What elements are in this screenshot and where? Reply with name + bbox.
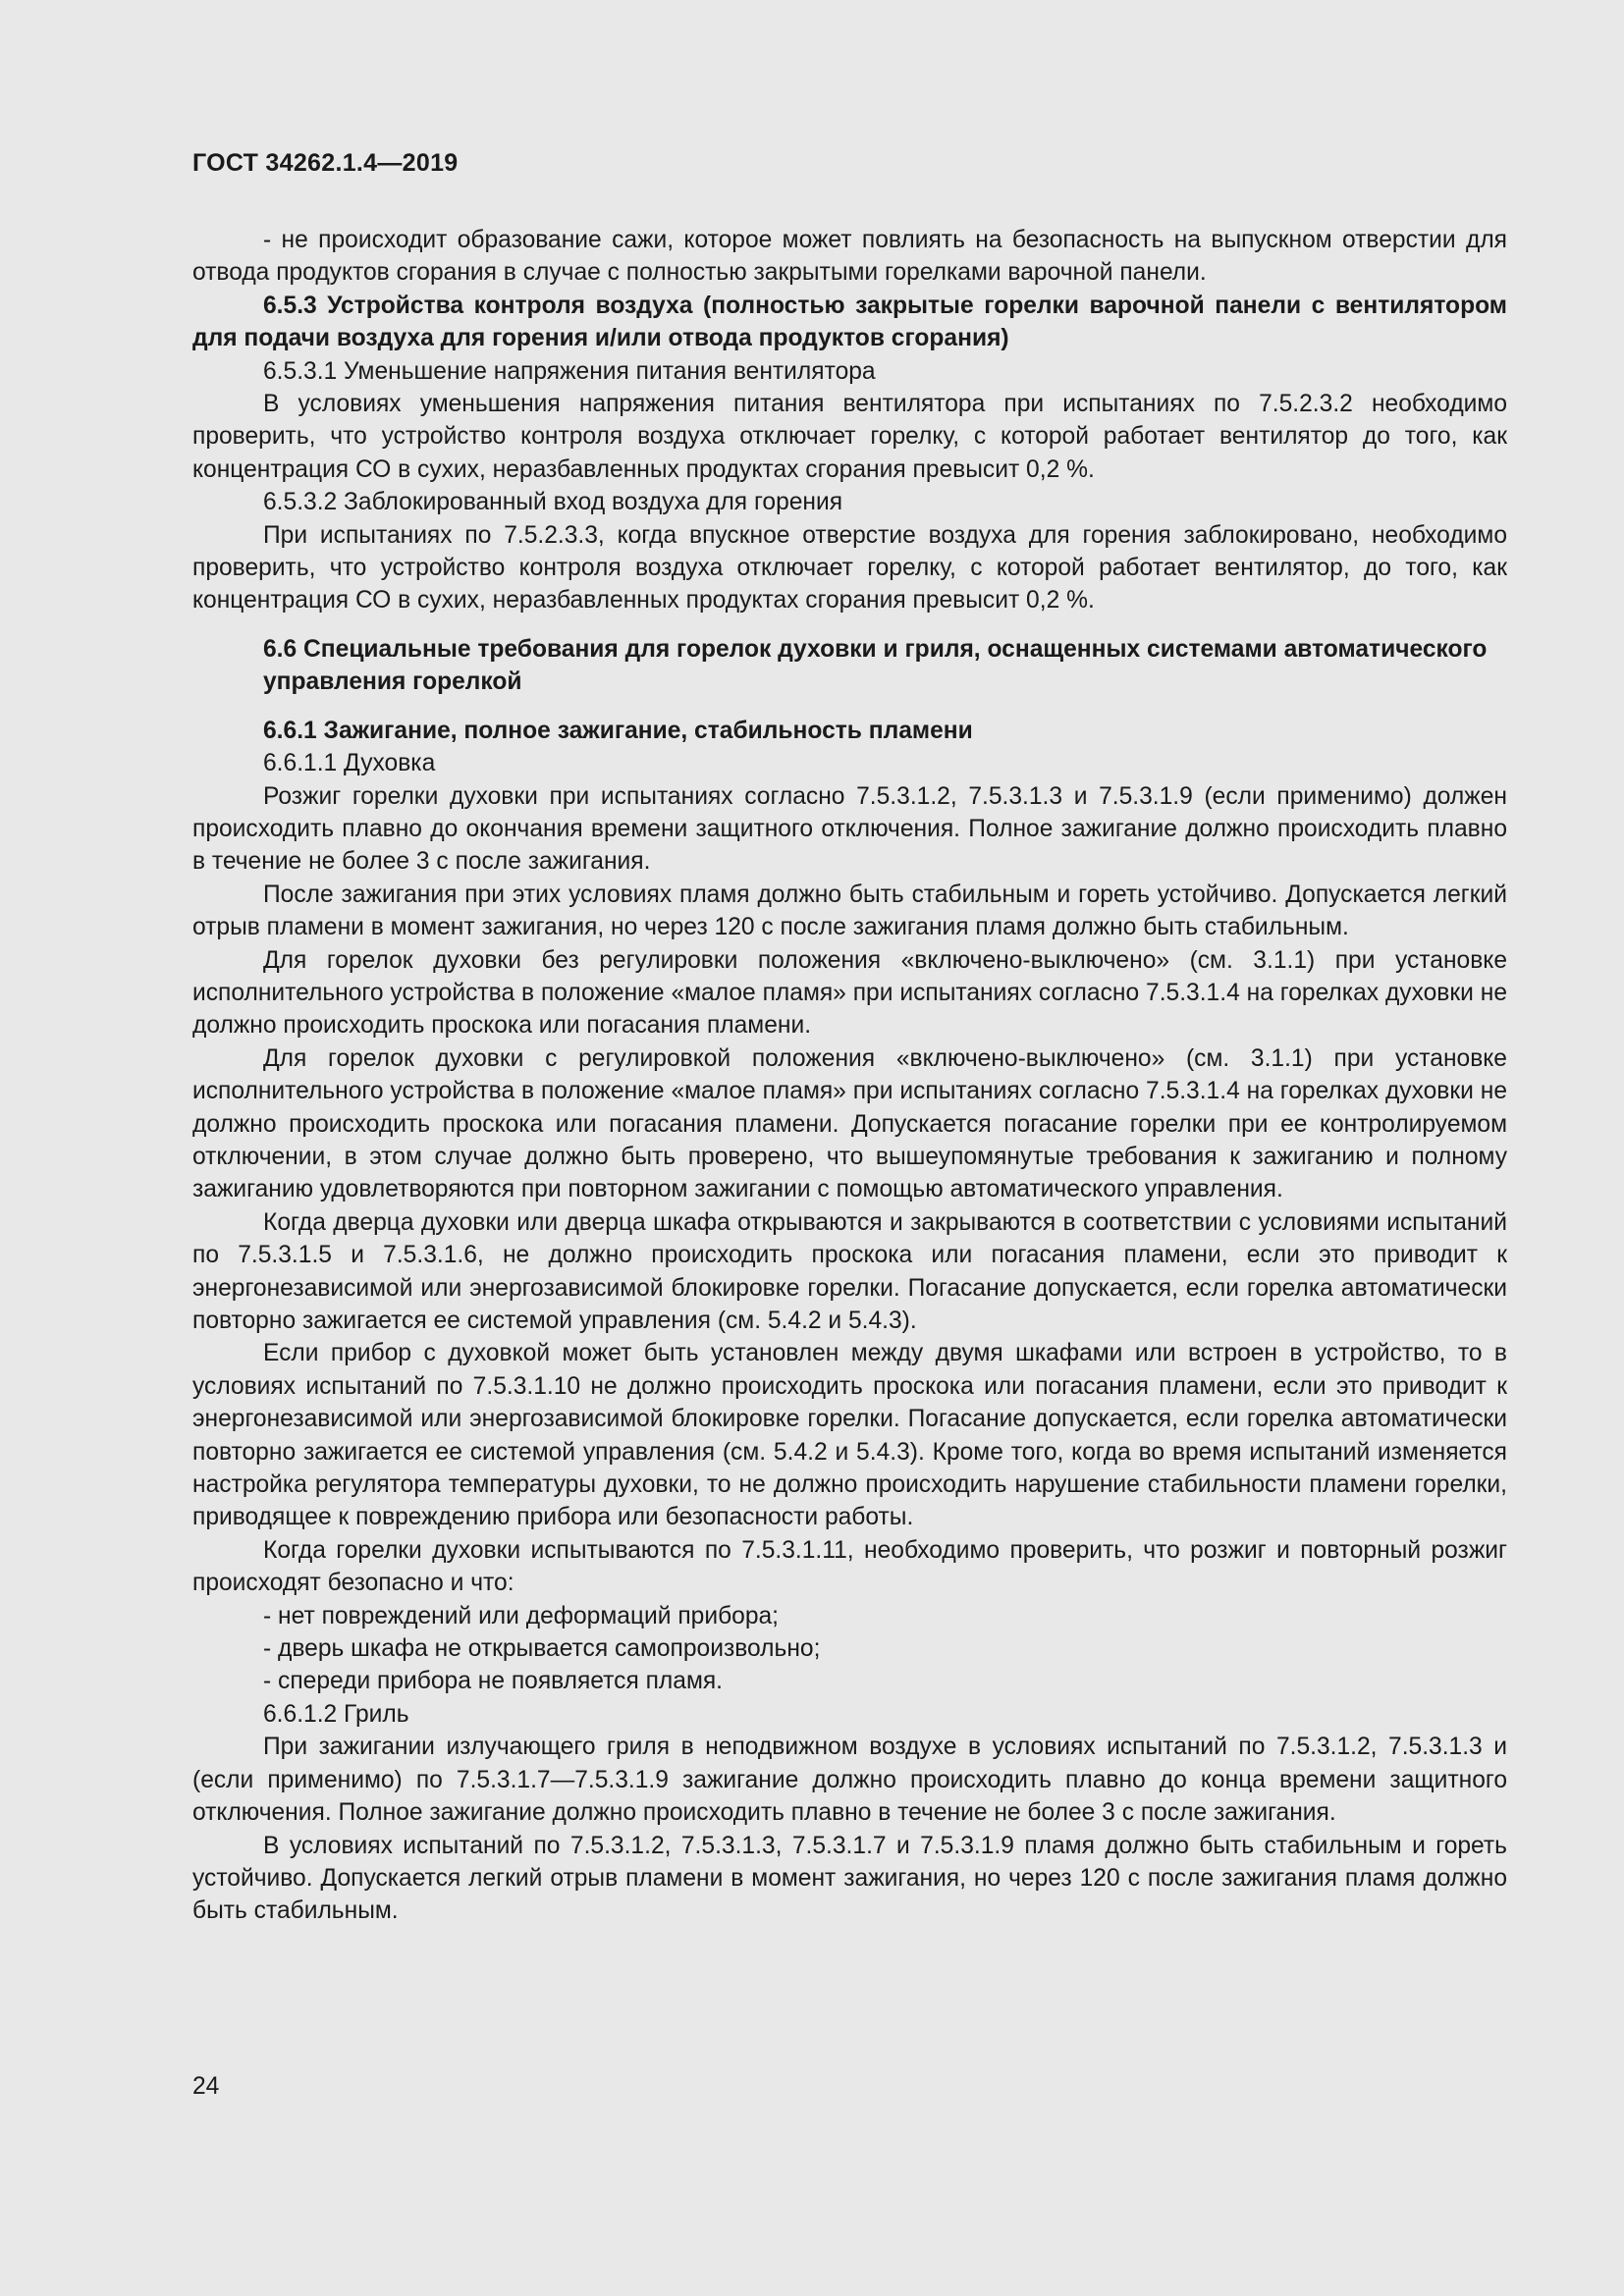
subsection-heading-6-5-3-2: 6.5.3.2 Заблокированный вход воздуха для горения — [263, 489, 843, 516]
list-item-door-closed: - дверь шкафа не открывается самопроизвольно; — [263, 1635, 821, 1663]
paragraph-blocked-air-inlet: При испытаниях по 7.5.2.3.3, когда впускное отверстие воздуха для горения заблокировано, необходимо проверить, что устройство контроля воздуха отключает горелку, с которой работает вентилятор, до того, как концентрация СО в сухих, неразбавленных продуктах сгорания превысит 0,2 %. — [192, 521, 1507, 614]
section-heading-6-6-1: 6.6.1 Зажигание, полное зажигание, стабильность пламени — [263, 717, 973, 744]
subsection-heading-6-6-1-2: 6.6.1.2 Гриль — [263, 1700, 409, 1728]
paragraph-fan-voltage: В условиях уменьшения напряжения питания вентилятора при испытаниях по 7.5.2.3.2 необходимо проверить, что устройство контроля воздуха отключает горелку, с которой работает вентилятор до того, как концентрация СО в сухих, неразбавленных продуктах сгорания превысит 0,2 %. — [192, 391, 1507, 483]
section-heading-6-5-3: 6.5.3 Устройства контроля воздуха (полностью закрытые горелки варочной панели с вентилятором для подачи воздуха для горения и/или отвода продуктов сгорания) — [192, 292, 1507, 352]
subsection-heading-6-6-1-1: 6.6.1.1 Духовка — [263, 750, 436, 777]
paragraph-flame-stability: После зажигания при этих условиях пламя должно быть стабильным и гореть устойчиво. Допускается легкий отрыв пламени в момент зажигания, но через 120 с после зажигания пламя должно быть стабильным. — [192, 881, 1507, 941]
paragraph-burners-with-onoff: Для горелок духовки с регулировкой положения «включено-выключено» (см. 3.1.1) при установке исполнительного устройства в положение «малое пламя» при испытаниях согласно 7.5.3.1.4 на горелках духовки не должно происходить проскока или погасания пламени. Допускается погасание горелки при ее контролируемом отключении, в этом случае должно быть проверено, что вышеупомянутые требования к зажиганию и полному зажиганию удовлетворяются при повторном зажигании с помощью автоматического управления. — [192, 1044, 1507, 1203]
paragraph-built-in-appliance: Если прибор с духовкой может быть установлен между двумя шкафами или встроен в устройство, то в условиях испытаний по 7.5.3.1.10 не должно происходить проскока или погасания пламени, если это приводит к энергонезависимой или энергозависимой блокировке горелки. Погасание допускается, если горелка автоматически повторно зажигается ее системой управления (см. 5.4.2 и 5.4.3). Кроме того, когда во время испытаний изменяется настройка регулятора температуры духовки, то не должно происходить нарушение стабильности пламени горелки, приводящее к повреждению прибора или безопасности работы. — [192, 1340, 1507, 1531]
list-item-no-flame-front: - спереди прибора не появляется пламя. — [263, 1668, 724, 1695]
paragraph-grill-stability: В условиях испытаний по 7.5.3.1.2, 7.5.3.1.3, 7.5.3.1.7 и 7.5.3.1.9 пламя должно быть стабильным и гореть устойчиво. Допускается легкий отрыв пламени в момент зажигания, но через 120 с после зажигания пламя должно быть стабильным. — [192, 1832, 1507, 1925]
paragraph-oven-ignition: Розжиг горелки духовки при испытаниях согласно 7.5.3.1.2, 7.5.3.1.3 и 7.5.3.1.9 (если применимо) должен происходить плавно до окончания времени защитного отключения. Полное зажигание должно происходить плавно в течение не более 3 с после зажигания. — [192, 782, 1507, 876]
document-body — [192, 224, 1507, 1928]
paragraph-oven-door: Когда дверца духовки или дверца шкафа открываются и закрываются в соответствии с условиями испытаний по 7.5.3.1.5 и 7.5.3.1.6, не должно происходить проскока или погасания пламени, если это приводит к энергонезависимой или энергозависимой блокировке горелки. Погасание допускается, если горелка автоматически повторно зажигается ее системой управления (см. 5.4.2 и 5.4.3). — [192, 1208, 1507, 1334]
page-number: 24 — [192, 2073, 220, 2100]
paragraph-grill-ignition: При зажигании излучающего гриля в неподвижном воздухе в условиях испытаний по 7.5.3.1.2, 7.5.3.1.3 и (если применимо) по 7.5.3.1.7—7.5.3.1.9 зажигание должно происходить плавно до конца времени защитного отключения. Полное зажигание должно происходить плавно в течение не более 3 с после зажигания. — [192, 1734, 1507, 1827]
section-heading-6-6: 6.6 Специальные требования для горелок духовки и гриля, оснащенных системами автоматического управления горелкой — [263, 635, 1488, 696]
list-item-no-damage: - нет повреждений или деформаций прибора; — [263, 1602, 780, 1629]
subsection-heading-6-5-3-1: 6.5.3.1 Уменьшение напряжения питания вентилятора — [263, 357, 876, 385]
document-header: ГОСТ 34262.1.4—2019 — [192, 149, 459, 177]
paragraph-burners-without-onoff: Для горелок духовки без регулировки положения «включено-выключено» (см. 3.1.1) при установке исполнительного устройства в положение «малое пламя» при испытаниях согласно 7.5.3.1.4 на горелках духовки не должно происходить проскока или погасания пламени. — [192, 946, 1507, 1040]
paragraph-reignition-test: Когда горелки духовки испытываются по 7.5.3.1.11, необходимо проверить, что розжиг и повторный розжиг происходят безопасно и что: — [192, 1536, 1507, 1597]
paragraph-soot: - не происходит образование сажи, которое может повлиять на безопасность на выпускном отверстии для отвода продуктов сгорания в случае с полностью закрытыми горелками варочной панели. — [192, 227, 1507, 287]
